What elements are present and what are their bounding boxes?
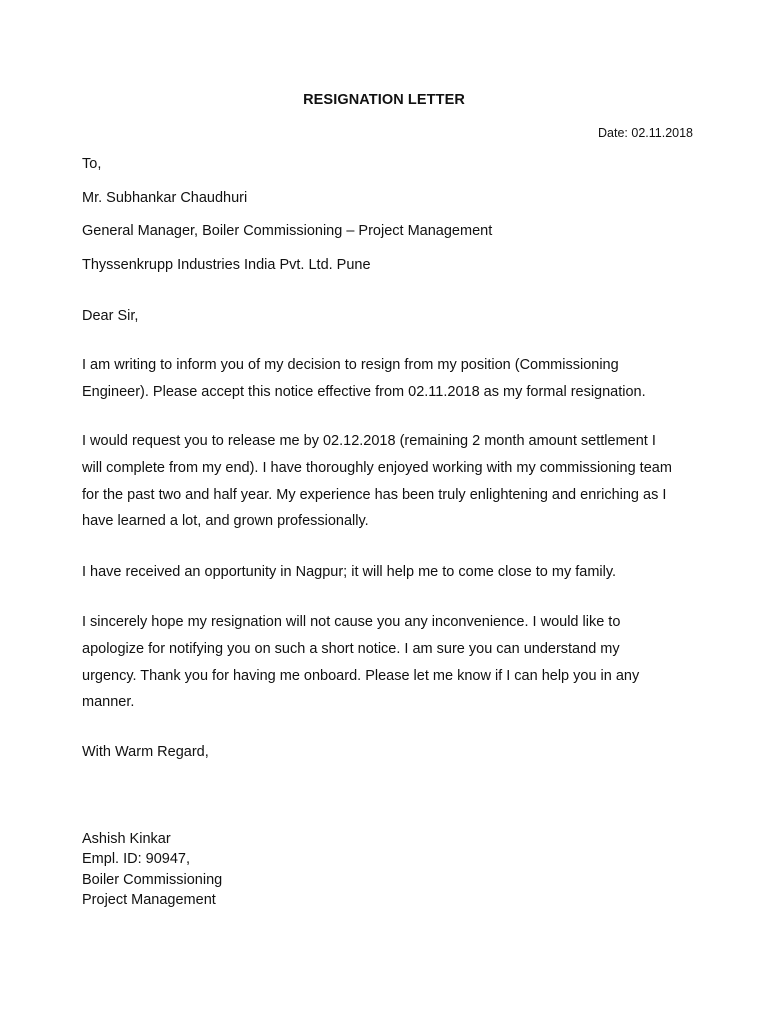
paragraph-line: Engineer). Please accept this notice effective from 02.11.2018 as my formal resignation. — [82, 383, 646, 400]
recipient-name: Mr. Subhankar Chaudhuri — [82, 190, 248, 206]
recipient-title: General Manager, Boiler Commissioning – Project Management — [82, 223, 493, 239]
paragraph-opportunity — [82, 559, 698, 586]
paragraph-release-request — [82, 428, 698, 535]
paragraph-line: I would request you to release me by 02.12.2018 (remaining 2 month amount settlement I — [82, 433, 656, 449]
paragraph-resignation-notice — [82, 352, 698, 406]
signer-name: Ashish Kinkar — [82, 831, 171, 847]
signer-division: Project Management — [82, 891, 216, 908]
employee-id: Empl. ID: 90947, — [82, 851, 190, 868]
signer-department: Boiler Commissioning — [82, 871, 223, 888]
paragraph-line: have learned a lot, and grown professionally. — [82, 513, 369, 530]
closing: With Warm Regard, — [82, 744, 209, 760]
signature-block — [82, 829, 222, 910]
paragraph-line: will complete from my end). I have thoroughly enjoyed working with my commissioning team — [82, 459, 672, 476]
paragraph-line: apologize for notifying you on such a short notice. I am sure you can understand my — [82, 640, 620, 657]
letter-date: Date: 02.11.2018 — [598, 126, 693, 140]
letter-title: RESIGNATION LETTER — [303, 92, 465, 108]
paragraph-line: for the past two and half year. My experience has been truly enlightening and enriching as I — [82, 486, 667, 503]
addressee-to: To, — [82, 156, 102, 172]
paragraph-line: I sincerely hope my resignation will not cause you any inconvenience. I would like to — [82, 614, 621, 630]
paragraph-line: urgency. Thank you for having me onboard. Please let me know if I can help you in any — [82, 667, 640, 684]
paragraph-line: I have received an opportunity in Nagpur; it will help me to come close to my family. — [82, 564, 617, 580]
recipient-company: Thyssenkrupp Industries India Pvt. Ltd. Pune — [82, 257, 371, 273]
paragraph-apology — [82, 609, 698, 716]
paragraph-line: I am writing to inform you of my decision to resign from my position (Commissioning — [82, 357, 619, 373]
salutation: Dear Sir, — [82, 308, 139, 324]
paragraph-line: manner. — [82, 694, 135, 711]
